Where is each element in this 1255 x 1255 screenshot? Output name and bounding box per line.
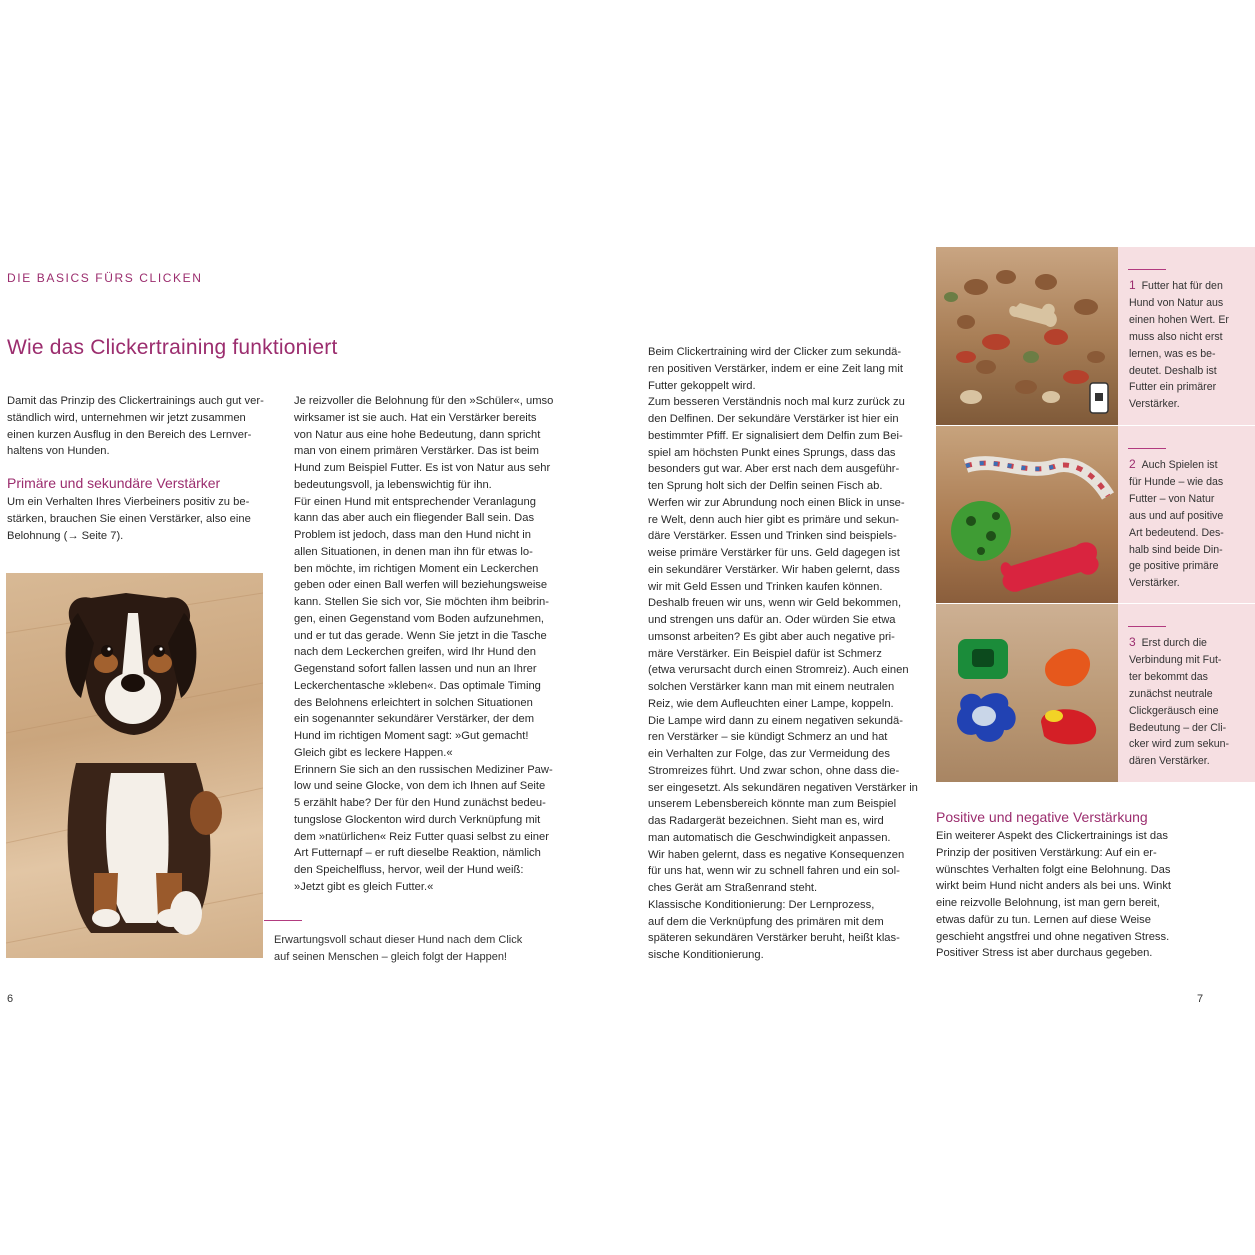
caption-rule-2 [1128,448,1166,449]
photo-clickers [936,604,1118,782]
caption-panel-1 [1118,247,1255,425]
page-number-right: 7 [1197,993,1204,1005]
intro-paragraph: Damit das Prinzip des Clickertrainings auch gut ver- ständlich wird, unternehmen wir jetzt zusammen einen kurzen Ausflug in den Bereich des Lernver- haltens von Hunden. [7,395,264,458]
caption-rule-1 [1128,269,1166,270]
caption-rule [264,920,302,921]
caption-number-3: 3 [1129,635,1136,649]
paragraph-verstaerker: Um ein Verhalten Ihres Vierbeiners positiv zu be- stärken, brauchen Sie einen Verstärker, also eine Belohnung (→ Seite 7). [7,496,251,542]
caption-text-3: Erst durch die Verbindung mit Fut- ter bekommt das zunächst neutrale Clickgeräusch eine Bedeutung – der Cli- cker wird zum sekun- dären Verstärker. [1129,637,1230,768]
caption-panel-2 [1118,426,1255,603]
photo-toys [936,426,1118,603]
caption-1 [1129,277,1249,413]
dog-photo [6,573,263,958]
caption-panel-3 [1118,604,1255,782]
page-number-left: 6 [7,993,14,1005]
caption-2 [1129,456,1249,592]
caption-number-1: 1 [1129,278,1136,292]
subhead-positive-negative: Positive und negative Verstärkung [936,809,1148,825]
caption-number-2: 2 [1129,457,1136,471]
caption-text-1: Futter hat für den Hund von Natur aus einen hohen Wert. Er muss also nicht erst lernen, was es be- deutet. Deshalb ist Futter ein primärer Verstärker. [1129,280,1229,411]
section-label: DIE BASICS FÜRS CLICKEN [7,271,203,285]
subhead-primary-secondary: Primäre und sekundäre Verstärker [7,475,221,491]
caption-rule-3 [1128,626,1166,627]
right-column-1-text: Beim Clickertraining wird der Clicker zum sekundä- ren positiven Verstärker, indem er eine Zeit lang mit Futter gekoppelt wird. Zum besseren Verständnis noch mal kurz zurück zu den Delfinen. Der sekundäre Verstärker ist hier ein bestimmter Pfiff. Er signalisiert dem Delfin zum Bei- spiel am höchsten Punkt eines Sprungs, dass das besonders gut war. Aber erst nach dem ausgeführ- ten Sprung holt sich der Delfin seinen Fisch ab. Werfen wir zur Abrundung noch einen Blick in unse- re Welt, denn auch hier gibt es primäre und sekun- däre Verstärker. Essen und Trinken sind beispiels- weise primäre Verstärker für uns. Geld dagegen ist ein sekundärer Verstärker. Wir haben gelernt, dass wir mit Geld Essen und Trinken kaufen können. Deshalb freuen wir uns, wenn wir Geld bekommen, und strengen uns dafür an. Oder würden Sie etwa umsonst arbeiten? Es gibt aber auch negative pri- märe Verstärker. Ein Beispiel dafür ist Schmerz (etwa verursacht durch einen Stromreiz). Auch einen solchen Verstärker kann man mit einem neutralen Reiz, wie dem Aufleuchten einer Lampe, koppeln. Die Lampe wird dann zu einem negativen sekundä- ren Verstärker – sie kündigt Schmerz an und hat ein Verhalten zur Folge, das zur Vermeidung des Stromreizes führt. Und zwar schon, ohne dass die- ser eingesetzt. Als sekundären negativen Verstärker in unserem Lebensbereich könnte man zum Beispiel das Radargerät bezeichnen. Sieht man es, wird man automatisch die Geschwindigkeit anpassen. Wir haben gelernt, dass es negative Konsequenzen für uns hat, wenn wir zu schnell fahren und ein sol- ches Gerät am Straßenrand steht. Klassische Konditionierung: Der Lernprozess, auf dem die Verknüpfung des primären mit dem späteren sekundären Verstärker beruht, heißt klas- sische Konditionierung. [648,346,918,961]
caption-text-2: Auch Spielen ist für Hunde – wie das Futter – von Natur aus und auf positive Art bedeutend. Des- halb sind beide Din- ge positive primäre Verstärker. [1129,459,1224,590]
photo-treats [936,247,1118,425]
dog-photo-caption: Erwartungsvoll schaut dieser Hund nach dem Click auf seinen Menschen – gleich folgt der Happen! [274,934,523,963]
caption-3 [1129,634,1249,770]
paragraph-positive-reinforcement: Ein weiterer Aspekt des Clickertrainings ist das Prinzip der positiven Verstärkung: Auf ein er- wünschtes Verhalten folgt eine Belohnung. Das wirkt beim Hund nicht anders als bei uns. Winkt eine reizvolle Belohnung, ist man gern bereit, etwas dafür zu tun. Lernen auf diese Weise geschieht angstfrei und ohne negativen Stress. Positiver Stress ist aber durchaus gegeben. [936,830,1172,960]
page-title: Wie das Clickertraining funktioniert [7,336,338,359]
column-2-text: Je reizvoller die Belohnung für den »Schüler«, umso wirksamer ist sie auch. Hat ein Verstärker bereits von Natur aus eine hohe Bedeutung, dann spricht man von einem primären Verstärker. Das ist beim Hund zum Beispiel Futter. Es ist von Natur aus sehr bedeutungsvoll, ja lebenswichtig für ihn. Für einen Hund mit entsprechender Veranlagung kann das aber auch ein fliegender Ball sein. Das Problem ist jedoch, dass man den Hund nicht in allen Situationen, in denen man ihn für etwas lo- ben möchte, im richtigen Moment ein Leckerchen geben oder einen Ball werfen will beziehungsweise kann. Stellen Sie sich vor, Sie möchten ihm beibrin- gen, einen Gegenstand vom Boden aufzunehmen, und er tut das gerade. Wenn Sie jetzt in die Tasche nach dem Leckerchen greifen, wird Ihr Hund den Gegenstand sofort fallen lassen und nun an Ihrer Leckerchentasche »kleben«. Das optimale Timing des Belohnens erleichtert in solchen Situationen ein sogenannter sekundärer Verstärker, der dem Hund im richtigen Moment sagt: »Gut gemacht! Gleich gibt es leckere Happen.« Erinnern Sie sich an den russischen Mediziner Paw- low und seine Glocke, von dem ich Ihnen auf Seite 5 erzählt habe? Der für den Hund zunächst bedeu- tungslose Glockenton wird durch Verknüpfung mit dem »natürlichen« Reiz Futter quasi selbst zu einer Art Futternapf – er ruft dieselbe Reaktion, nämlich den Speichelfluss, hervor, weil der Hund weiß: »Jetzt gibt es gleich Futter.« [294,395,554,893]
